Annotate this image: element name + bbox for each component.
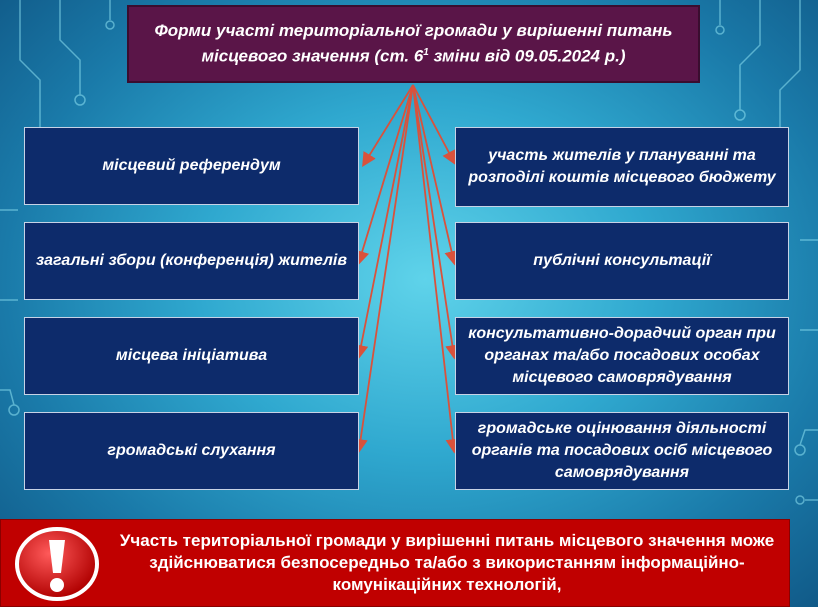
- title-superscript: 1: [423, 47, 429, 59]
- form-box-right-3: консультативно-дорадчий орган при органах та/або посадових особах місцевого самоврядування: [455, 317, 789, 395]
- form-box-left-1: місцевий референдум: [24, 127, 359, 205]
- footer-note: [0, 519, 790, 607]
- form-box-left-4: громадські слухання: [24, 412, 359, 490]
- form-box-right-1: участь жителів у плануванні та розподілі коштів місцевого бюджету: [455, 127, 789, 207]
- form-box-left-2: загальні збори (конференція) жителів: [24, 222, 359, 300]
- diagram-title: [127, 5, 700, 83]
- title-line-1: Форми участі територіальної громади у вирішенні питань: [154, 21, 673, 41]
- form-box-right-4: громадське оцінювання діяльності органів та посадових осіб місцевого самоврядування: [455, 412, 789, 490]
- form-box-left-3: місцева ініціатива: [24, 317, 359, 395]
- exclamation-icon: [11, 526, 103, 602]
- form-box-right-2: публічні консультації: [455, 222, 789, 300]
- footer-text: Участь територіальної громади у вирішенні питань місцевого значення може здійснюватися безпосередньо та/або з використанням інформаційно-комунікаційних технологій,: [119, 531, 775, 594]
- title-line-2: місцевого значення (ст. $6^1$ зміни від 09.05.2024 р.): [201, 46, 626, 66]
